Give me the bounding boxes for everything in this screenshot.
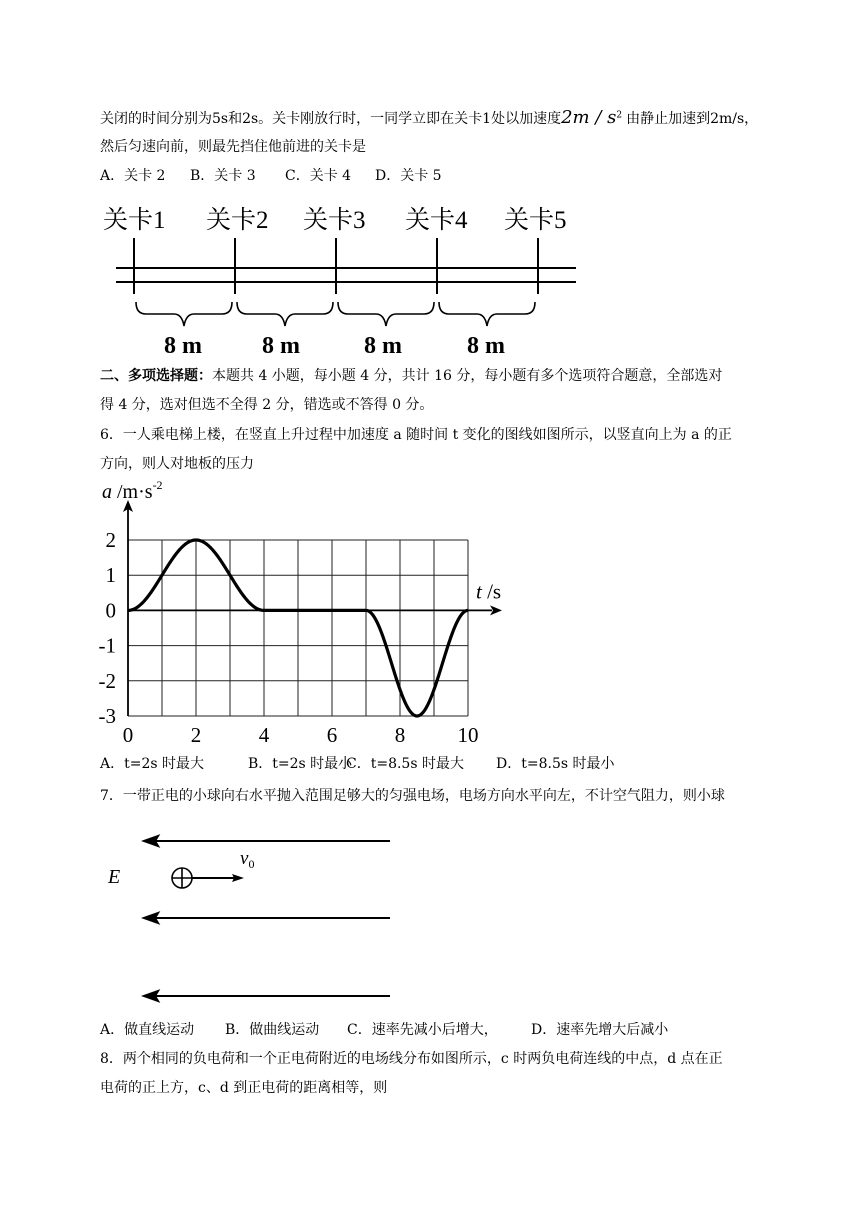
section-instructions: 本题共 4 小题，每小题 4 分，共计 16 分，每小题有多个选项符合题意，全部选对 [212, 368, 723, 384]
acceleration-expression: 2m / s [561, 107, 617, 128]
y-tick-label: -1 [98, 633, 116, 658]
distance-label: 8 m [364, 333, 402, 359]
distance-brace [237, 302, 333, 326]
section-2-line-2: 得 4 分，选对但选不全得 2 分，错选或不答得 0 分。 [100, 397, 434, 413]
q5-option-d: D．关卡 5 [375, 168, 442, 184]
x-tick-label: 2 [190, 723, 202, 747]
q5-line-1 [100, 108, 758, 129]
y-tick-label: 0 [105, 598, 116, 623]
velocity-label: $v_0$ [240, 848, 255, 871]
q6-line-2: 方向，则人对地板的压力 [100, 456, 254, 472]
gate-label: 关卡3 [303, 207, 366, 234]
distance-label: 8 m [262, 333, 300, 359]
x-tick-label: 8 [394, 723, 406, 747]
checkpoint-figure [100, 198, 580, 358]
distance-label: 8 m [164, 333, 202, 359]
q6-option-d: D．t=8.5s 时最小 [496, 756, 615, 772]
q8-line-2: 电荷的正上方，c、d 到正电荷的距离相等，则 [100, 1080, 388, 1096]
q5-option-c: C．关卡 4 [285, 168, 352, 184]
distance-brace [136, 302, 232, 326]
distance-brace [338, 302, 434, 326]
y-tick-label: -3 [98, 704, 116, 728]
field-arrowhead [144, 836, 158, 846]
x-axis-label: t /s [476, 579, 502, 604]
electric-field-figure [100, 820, 400, 1010]
gate-label: 关卡2 [206, 207, 269, 234]
field-arrowhead [144, 991, 158, 1001]
q6-option-a: A．t=2s 时最大 [100, 756, 205, 772]
field-label: E [108, 866, 121, 888]
q7-option-d: D．速率先增大后减小 [531, 1022, 669, 1038]
gate-label: 关卡1 [103, 207, 166, 234]
q8-line-1: 8．两个相同的负电荷和一个正电荷附近的电场线分布如图所示，c 时两负电荷连线的中点，d 点在正 [100, 1051, 723, 1067]
gate-label: 关卡4 [405, 207, 468, 234]
q7-line-1: 7．一带正电的小球向右水平抛入范围足够大的匀强电场，电场方向水平向左，不计空气阻力，则小球 [100, 788, 725, 804]
y-tick-label: 1 [105, 563, 116, 588]
q6-option-c: C．t=8.5s 时最大 [346, 756, 464, 772]
y-tick-label: 2 [105, 528, 116, 552]
gate-label: 关卡5 [504, 207, 567, 234]
q7-option-b: B．做曲线运动 [225, 1022, 320, 1038]
x-tick-label: 0 [122, 723, 134, 747]
q5-option-b: B．关卡 3 [190, 168, 256, 184]
x-tick-label: 6 [326, 723, 338, 747]
section-2-line-1 [100, 366, 722, 386]
x-tick-label: 4 [258, 723, 270, 747]
q7-options [100, 1020, 668, 1040]
acceleration-time-chart [90, 478, 510, 748]
q5-text-b: 由静止加速到2m/s， [626, 111, 759, 127]
distance-label: 8 m [467, 333, 505, 359]
q6-option-b: B．t=2s 时最小 [248, 756, 353, 772]
q6-line-1: 6．一人乘电梯上楼，在竖直上升过程中加速度 a 随时间 t 变化的图线如图所示，以竖直向上为 a 的正 [100, 427, 732, 443]
q7-option-a: A．做直线运动 [100, 1022, 195, 1038]
y-tick-label: -2 [98, 668, 116, 693]
q5-options [100, 166, 442, 186]
q6-options [100, 754, 614, 774]
q5-line-2: 然后匀速向前，则最先挡住他前进的关卡是 [100, 139, 366, 155]
y-axis-label: a $/m\cdot s^{-2}$ [102, 478, 163, 503]
q5-option-a: A．关卡 2 [100, 168, 166, 184]
acceleration-exponent: 2 [616, 110, 623, 121]
q7-option-c: C．速率先减小后增大， [347, 1022, 498, 1038]
x-tick-label: 10 [457, 723, 479, 747]
section-heading: 二、多项选择题： [100, 368, 212, 384]
distance-brace [439, 302, 535, 326]
field-arrowhead [144, 913, 158, 923]
charged-ball [172, 868, 192, 888]
q5-text-a: 关闭的时间分别为5s和2s。关卡刚放行时，一同学立即在关卡1处以加速度 [100, 111, 562, 127]
